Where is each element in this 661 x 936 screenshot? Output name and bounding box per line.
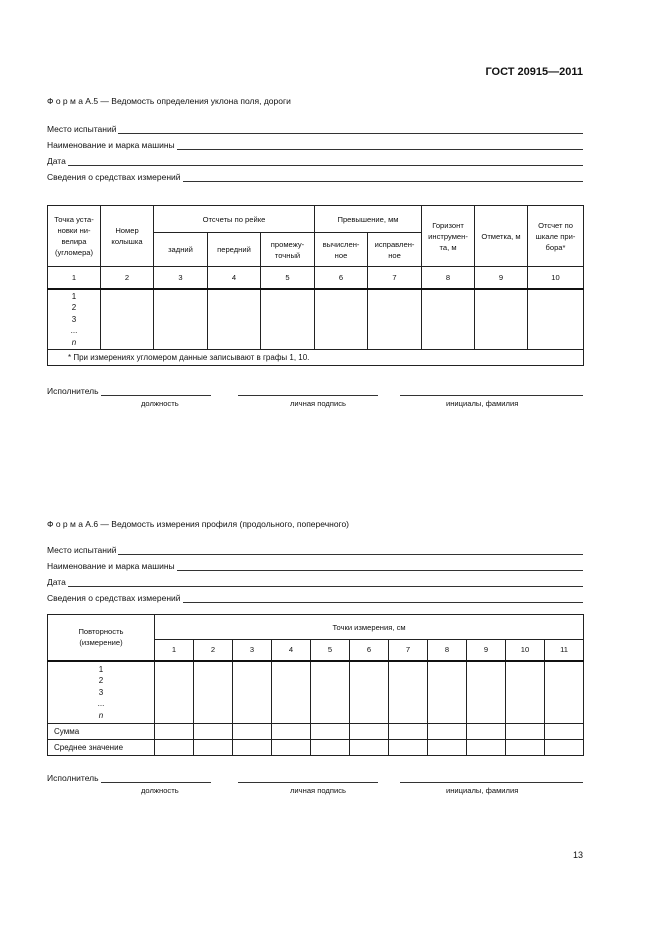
col-corrected	[368, 233, 422, 267]
col-number: 4	[272, 640, 311, 661]
table-cell[interactable]	[315, 289, 368, 350]
row-number: ...	[97, 699, 105, 708]
col-back: задний	[154, 233, 208, 267]
name-line[interactable]	[400, 386, 583, 396]
caption-name: инициалы, фамилия	[446, 786, 519, 795]
field-machine[interactable]	[47, 561, 583, 571]
form-a5-signature	[47, 386, 583, 408]
table-cell[interactable]	[272, 724, 311, 740]
sum-label: Сумма	[48, 724, 155, 740]
table-cell[interactable]	[467, 740, 506, 756]
table-cell[interactable]	[233, 661, 272, 724]
header-line: новки ни-	[57, 226, 91, 235]
header-line: та, м	[439, 242, 457, 252]
signature-line[interactable]	[238, 773, 378, 783]
header-line: бора*	[545, 242, 566, 252]
standard-number: ГОСТ 20915—2011	[485, 66, 583, 78]
col-stake	[101, 206, 154, 267]
caption-signature: личная подпись	[290, 786, 346, 795]
row-number: 2	[71, 303, 77, 312]
header-line: исправлен-	[374, 239, 415, 249]
table-cell[interactable]	[311, 740, 350, 756]
row-number: 1	[98, 664, 104, 674]
form-a5-table	[47, 205, 584, 366]
caption-signature: личная подпись	[290, 399, 346, 408]
group-measure-points: Точки измерения, см	[155, 615, 584, 640]
col-front: передний	[208, 233, 261, 267]
field-label: Дата	[47, 577, 66, 587]
group-elevation: Превышение, мм	[315, 206, 422, 233]
table-cell[interactable]	[194, 724, 233, 740]
table-cell[interactable]	[506, 661, 545, 724]
table-cell[interactable]	[350, 661, 389, 724]
table-cell[interactable]	[155, 740, 194, 756]
field-test-site[interactable]	[47, 124, 583, 134]
field-label: Сведения о средствах измерений	[47, 172, 181, 182]
table-cell[interactable]	[467, 724, 506, 740]
col-number: 3	[154, 267, 208, 289]
table-cell[interactable]	[311, 661, 350, 724]
form-a6-title	[47, 519, 349, 529]
col-mark: Отметка, м	[475, 206, 528, 267]
table-cell[interactable]	[155, 661, 194, 724]
header-line: ное	[334, 250, 348, 260]
table-cell[interactable]	[194, 740, 233, 756]
row-numbers	[48, 289, 101, 350]
table-cell[interactable]	[528, 289, 584, 350]
table-cell[interactable]	[475, 289, 528, 350]
field-label: Место испытаний	[47, 124, 117, 134]
fill-line[interactable]	[183, 593, 583, 603]
table-cell[interactable]	[506, 740, 545, 756]
col-intermediate	[261, 233, 315, 267]
table-cell[interactable]	[350, 724, 389, 740]
table-cell[interactable]	[506, 724, 545, 740]
fill-line[interactable]	[68, 156, 583, 166]
col-number: 1	[155, 640, 194, 661]
table-cell[interactable]	[389, 724, 428, 740]
col-computed	[315, 233, 368, 267]
header-line: Отсчет по	[538, 220, 573, 230]
header-line: (угломера)	[54, 248, 94, 257]
average-row	[48, 740, 584, 756]
col-horizon	[422, 206, 475, 267]
form-a5-prefix: Ф о р м а А.5	[47, 96, 99, 106]
table-cell[interactable]	[428, 724, 467, 740]
col-number: 11	[545, 640, 584, 661]
col-number: 10	[528, 267, 584, 289]
header-line: Точка уста-	[54, 215, 94, 224]
table-cell[interactable]	[428, 740, 467, 756]
fill-line[interactable]	[183, 172, 583, 182]
col-number: 6	[315, 267, 368, 289]
table-cell[interactable]	[261, 289, 315, 350]
col-number: 6	[350, 640, 389, 661]
header-line: ное	[388, 250, 401, 260]
col-number: 8	[422, 267, 475, 289]
footnote: * При измерениях угломером данные записывают в графы 1, 10.	[48, 350, 584, 366]
name-line[interactable]	[400, 773, 583, 783]
sum-row	[48, 724, 584, 740]
col-number: 1	[48, 267, 101, 289]
average-label: Среднее значение	[48, 740, 155, 756]
form-a5-title-text: — Ведомость определения уклона поля, дороги	[98, 96, 291, 106]
table-cell[interactable]	[208, 289, 261, 350]
table-cell[interactable]	[272, 740, 311, 756]
form-a6-title-text: — Ведомость измерения профиля (продольного, поперечного)	[98, 519, 350, 529]
column-numbers-row	[48, 267, 584, 289]
table-cell[interactable]	[101, 289, 154, 350]
header-line: Горизонт	[432, 220, 464, 230]
table-cell[interactable]	[311, 724, 350, 740]
row-number: n	[98, 710, 104, 720]
field-label: Дата	[47, 156, 66, 166]
row-number: 1	[71, 291, 77, 301]
col-number: 7	[389, 640, 428, 661]
col-scale	[528, 206, 584, 267]
form-a6-table	[47, 614, 584, 756]
row-number: n	[71, 337, 77, 347]
table-cell[interactable]	[368, 289, 422, 350]
field-machine[interactable]	[47, 140, 583, 150]
col-number: 8	[428, 640, 467, 661]
col-number: 3	[233, 640, 272, 661]
field-label: Наименование и марка машины	[47, 561, 175, 571]
col-number: 9	[475, 267, 528, 289]
header-line: колышка	[111, 237, 143, 246]
header-line: Повторность	[78, 627, 124, 637]
table-cell[interactable]	[545, 724, 584, 740]
form-a6-prefix: Ф о р м а А.6	[47, 519, 99, 529]
group-rod-readings: Отсчеты по рейке	[154, 206, 315, 233]
table-cell[interactable]	[389, 661, 428, 724]
col-repeat	[48, 615, 155, 661]
header-line: промежу-	[270, 239, 305, 249]
header-line: точный	[274, 250, 301, 260]
row-numbers	[48, 661, 155, 724]
col-number: 7	[368, 267, 422, 289]
field-test-site[interactable]	[47, 545, 583, 555]
page-number: 13	[572, 850, 583, 860]
table-cell[interactable]	[389, 740, 428, 756]
col-number: 2	[101, 267, 154, 289]
field-instruments[interactable]	[47, 172, 583, 182]
executor-label: Исполнитель	[47, 773, 99, 783]
caption-position: должность	[141, 786, 179, 795]
table-cell[interactable]	[545, 661, 584, 724]
table-cell[interactable]	[233, 724, 272, 740]
header-line: вычислен-	[322, 239, 360, 249]
table-cell[interactable]	[194, 661, 233, 724]
table-cell[interactable]	[422, 289, 475, 350]
table-row	[48, 661, 584, 724]
field-label: Место испытаний	[47, 545, 117, 555]
field-label: Сведения о средствах измерений	[47, 593, 181, 603]
fill-line[interactable]	[118, 545, 583, 555]
signature-line[interactable]	[238, 386, 378, 396]
form-a5-title	[47, 96, 291, 106]
table-cell[interactable]	[272, 661, 311, 724]
table-row	[48, 289, 584, 350]
col-number: 9	[467, 640, 506, 661]
header-line: шкале при-	[535, 231, 576, 241]
header-line: Номер	[115, 226, 139, 235]
header-line: инструмен-	[428, 231, 468, 241]
fill-line[interactable]	[68, 577, 583, 587]
fill-line[interactable]	[177, 140, 583, 150]
field-label: Наименование и марка машины	[47, 140, 175, 150]
col-number: 4	[208, 267, 261, 289]
table-cell[interactable]	[467, 661, 506, 724]
executor-label: Исполнитель	[47, 386, 99, 396]
form-a6-signature	[47, 773, 583, 795]
col-number: 10	[506, 640, 545, 661]
field-date[interactable]	[47, 577, 583, 587]
field-date[interactable]	[47, 156, 583, 166]
fill-line[interactable]	[118, 124, 583, 134]
header-line: (измерение)	[79, 638, 123, 648]
position-line[interactable]	[101, 386, 211, 396]
table-cell[interactable]	[233, 740, 272, 756]
row-number: 3	[98, 687, 104, 697]
caption-name: инициалы, фамилия	[446, 399, 519, 408]
row-number: 2	[98, 676, 104, 685]
fill-line[interactable]	[177, 561, 583, 571]
col-number: 2	[194, 640, 233, 661]
table-cell[interactable]	[545, 740, 584, 756]
row-number: ...	[70, 326, 78, 335]
row-number: 3	[71, 314, 77, 324]
table-cell[interactable]	[428, 661, 467, 724]
position-line[interactable]	[101, 773, 211, 783]
table-cell[interactable]	[154, 289, 208, 350]
field-instruments[interactable]	[47, 593, 583, 603]
header-line: велира	[61, 237, 87, 246]
caption-position: должность	[141, 399, 179, 408]
col-station	[48, 206, 101, 267]
table-cell[interactable]	[155, 724, 194, 740]
col-number: 5	[311, 640, 350, 661]
col-number: 5	[261, 267, 315, 289]
table-cell[interactable]	[350, 740, 389, 756]
